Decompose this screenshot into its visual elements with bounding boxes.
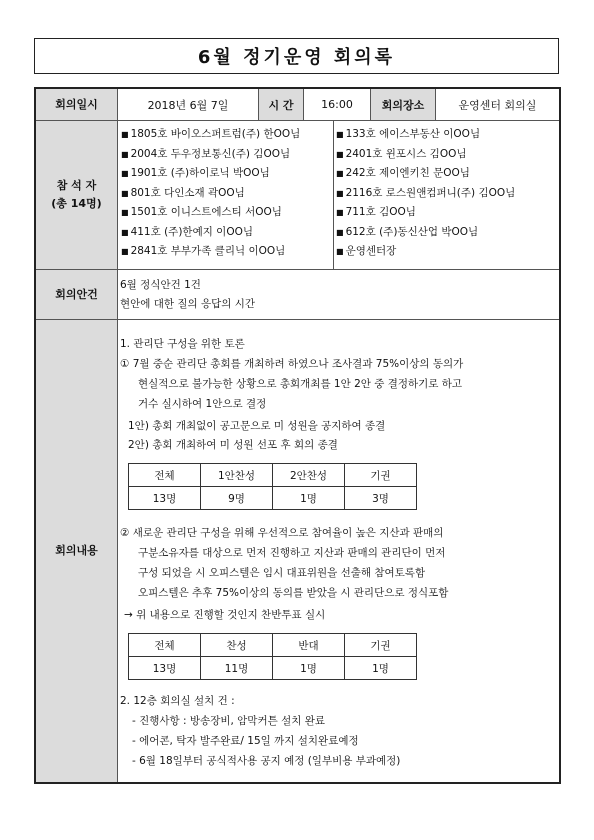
bullet-icon: ■ xyxy=(336,208,344,217)
attendees-label-title: 참 석 자 xyxy=(56,179,97,192)
list-item: ■ 2004호 두우정보통신(주) 김OO님 xyxy=(121,147,291,160)
list-item: ■ 801호 다인소재 곽OO님 xyxy=(121,186,245,199)
vote-table-1 xyxy=(128,463,417,510)
s1-p1-line-2: 현실적으로 불가능한 상황으로 총회개최를 1안 2안 중 결정하기로 하고 xyxy=(138,378,463,390)
list-item: ■ 133호 에이스부동산 이OO님 xyxy=(336,128,481,140)
table-header-cell: 전체 xyxy=(129,464,201,487)
date-value: 2018년 6월 7일 xyxy=(147,98,229,112)
s1-p2-line-4: 오피스텔은 추후 75%이상의 동의를 받았을 시 관리단으로 정식포함 xyxy=(138,587,449,599)
table-cell: 11명 xyxy=(201,657,273,680)
bullet-icon: ■ xyxy=(121,208,129,217)
time-label: 시 간 xyxy=(258,89,304,120)
s2-item-2: - 에어콘, 탁자 발주완료/ 15일 까지 설치완료예정 xyxy=(132,735,359,747)
bullet-icon: ■ xyxy=(336,130,344,139)
agenda-line-1: 6월 정식안건 1건 xyxy=(120,279,201,291)
s1-p2-line-1: ② 새로운 관리단 구성을 위해 우선적으로 참여율이 높은 지산과 판매의 xyxy=(120,527,444,539)
attendees-divider xyxy=(333,121,334,269)
s1-p2-line-2: 구분소유자를 대상으로 먼저 진행하고 지산과 판매의 관리단이 먼저 xyxy=(138,547,446,559)
meeting-info-row xyxy=(36,89,559,121)
attendees-left-list xyxy=(121,125,300,262)
bullet-icon: ■ xyxy=(121,149,129,159)
bullet-icon: ■ xyxy=(336,188,344,198)
agenda-row xyxy=(36,270,559,320)
s1-p2-line-3: 구성 되었을 시 오피스텔은 임시 대표위원을 선출해 참여토록함 xyxy=(138,567,426,579)
bullet-icon: ■ xyxy=(336,227,344,237)
bullet-icon: ■ xyxy=(121,188,129,198)
list-item: ■ 711호 김OO님 xyxy=(336,206,416,218)
table-cell: 9명 xyxy=(201,487,273,510)
agenda-line-2: 현안에 대한 질의 응답의 시간 xyxy=(120,298,256,310)
bullet-icon: ■ xyxy=(121,227,129,237)
table-header-cell: 1안찬성 xyxy=(201,464,273,487)
time-value: 16:00 xyxy=(321,98,353,111)
place-value: 운영센터 회의실 xyxy=(458,98,537,112)
table-row xyxy=(129,487,417,510)
content-body xyxy=(120,320,555,782)
list-item: ■ 1805호 바이오스퍼트럼(주) 한OO님 xyxy=(121,128,301,140)
section-2-title: 2. 12층 회의실 설치 건 : xyxy=(120,695,235,707)
vote-table-2 xyxy=(128,633,417,680)
s2-item-3: - 6월 18일부터 공식적사용 공지 예정 (일부비용 부과예정) xyxy=(132,755,401,767)
s1-p2-line-5: → 위 내용으로 진행할 것인지 찬반투표 실시 xyxy=(124,609,326,621)
list-item: ■ 2116호 로스원앤컴퍼니(주) 김OO님 xyxy=(336,186,516,199)
date-label: 회의일시 xyxy=(36,89,118,120)
section-1-title: 1. 관리단 구성을 위한 토론 xyxy=(120,338,245,350)
bullet-icon: ■ xyxy=(336,149,344,159)
attendees-right-list xyxy=(336,125,515,262)
minutes-table xyxy=(34,87,561,784)
table-row xyxy=(129,657,417,680)
s2-item-1: - 진행사항 : 방송장비, 암막커튼 설치 완료 xyxy=(132,715,325,727)
table-header-row xyxy=(129,634,417,657)
place-label: 회의장소 xyxy=(370,89,436,120)
attendees-row xyxy=(36,121,559,270)
s1-option-2: 2안) 총회 개최하여 미 성원 선포 후 회의 종결 xyxy=(128,439,338,451)
s1-option-1: 1안) 총회 개최없이 공고문으로 미 성원을 공지하여 종결 xyxy=(128,420,386,432)
table-cell: 13명 xyxy=(129,487,201,510)
table-header-cell: 전체 xyxy=(129,634,201,657)
table-header-cell: 기권 xyxy=(345,634,417,657)
s1-p1-line-3: 거수 실시하여 1안으로 결정 xyxy=(138,398,267,410)
list-item: ■ 1901호 (주)하이로닉 박OO님 xyxy=(121,167,270,179)
table-cell: 3명 xyxy=(345,487,417,510)
table-cell: 1명 xyxy=(273,487,345,510)
s1-p1-line-1: ① 7월 중순 관리단 총회를 개최하려 하였으나 조사결과 75%이상의 동의가 xyxy=(120,358,464,370)
table-header-cell: 반대 xyxy=(273,634,345,657)
document-title: 6월 정기운영 회의록 xyxy=(34,38,559,74)
list-item: ■ 2841호 부부가족 클리닉 이OO님 xyxy=(121,245,286,257)
table-cell: 13명 xyxy=(129,657,201,680)
bullet-icon: ■ xyxy=(121,169,129,178)
bullet-icon: ■ xyxy=(121,247,129,256)
agenda-label: 회의안건 xyxy=(36,270,118,319)
attendees-count: (총 14명) xyxy=(51,197,102,210)
bullet-icon: ■ xyxy=(121,130,129,139)
bullet-icon: ■ xyxy=(336,169,344,178)
table-header-cell: 찬성 xyxy=(201,634,273,657)
bullet-icon: ■ xyxy=(336,247,344,256)
table-header-cell: 2안찬성 xyxy=(273,464,345,487)
list-item: ■ 2401호 윈포시스 김OO님 xyxy=(336,147,467,160)
table-header-row xyxy=(129,464,417,487)
attendees-label xyxy=(36,121,118,269)
list-item: ■ 1501호 이니스트에스티 서OO님 xyxy=(121,206,282,218)
list-item: ■ 612호 (주)동신산업 박OO님 xyxy=(336,225,479,238)
table-header-cell: 기권 xyxy=(345,464,417,487)
list-item: ■ 411호 (주)한예지 이OO님 xyxy=(121,225,254,238)
content-row xyxy=(36,320,559,782)
list-item: ■ 242호 제이엔키친 문OO님 xyxy=(336,167,470,179)
list-item: ■ 운영센터장 xyxy=(336,245,397,257)
table-cell: 1명 xyxy=(345,657,417,680)
content-label: 회의내용 xyxy=(36,320,118,782)
table-cell: 1명 xyxy=(273,657,345,680)
